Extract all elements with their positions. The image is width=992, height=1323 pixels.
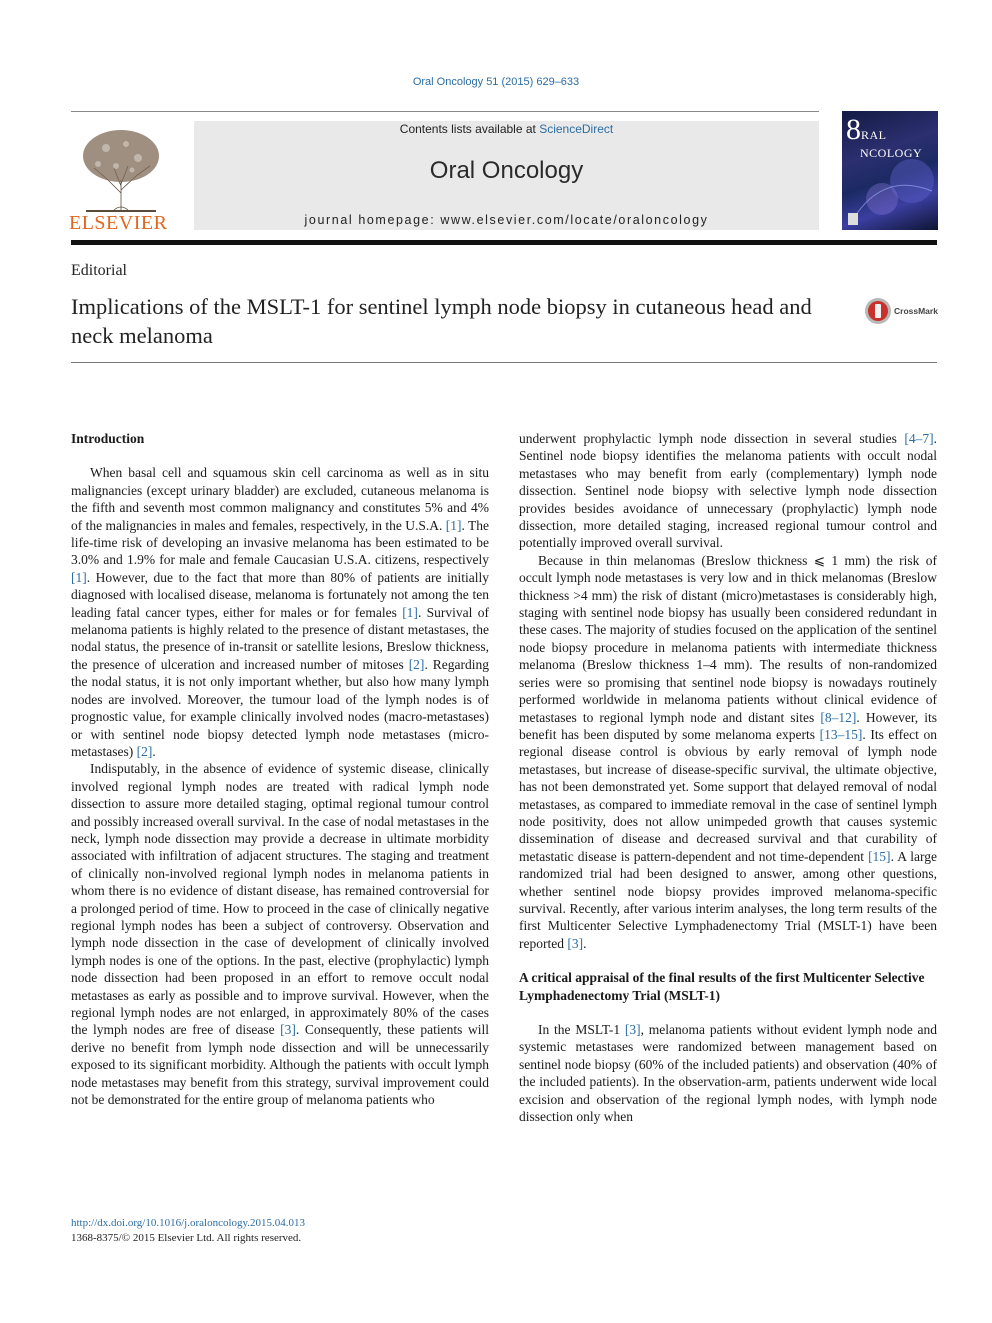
introduction-heading: Introduction — [71, 431, 145, 446]
reference-link[interactable]: [1] — [402, 604, 418, 620]
intro-paragraph-1 — [71, 464, 489, 760]
text-run: . Regarding the nodal status, it is not only important whether, but also how many lymph nodes are involved. Moreover, the tumour load of the lymph nodes is of prognostic value, for example clinically involved nodes (macro-metastases) or with sentinel node biopsy detected lymph node metastases (micro-metastases) — [71, 656, 489, 759]
text-run: . However, due to the fact that more than 80% of patients are initially diagnosed with localised disease, melanoma is fortunately not among the ten leading fatal cancer types, either for males or for females — [71, 569, 489, 620]
journal-homepage[interactable]: journal homepage: www.elsevier.com/locate/oraloncology — [304, 213, 709, 227]
mslt1-appraisal-heading: A critical appraisal of the final results of the first Multicenter Selective Lymphadenectomy Trial (MSLT-1) — [519, 970, 925, 1003]
crossmark-label[interactable]: CrossMark — [894, 306, 938, 316]
reference-link[interactable]: [3] — [624, 1022, 641, 1037]
text-run: underwent prophylactic lymph node dissection in several studies — [519, 431, 905, 446]
text-run: , melanoma patients without evident lymph node and systemic metastases were randomized between management based on sentinel node biopsy (60% of the included patients) and observation (40% of the included patients). In the observation-arm, patients underwent wide local excision and observation of the regional lymph nodes, with lymph node dissection only when — [519, 1022, 937, 1125]
reference-link[interactable]: [2] — [408, 656, 425, 672]
cover-title-numeral: 8 — [846, 113, 861, 146]
reference-link[interactable]: [13–15] — [819, 726, 863, 742]
reference-link[interactable]: [4–7] — [904, 431, 934, 446]
journal-cover-thumbnail — [842, 111, 938, 230]
text-run: . Consequently, these patients will derive no benefit from lymph node dissection and will be unnecessarily exposed to its significant morbidity. Although the patients with occult lymph node metastases may benefit from this strategy, survival improvement could not be demonstrated for the entire group of melanoma patients who — [71, 1022, 489, 1108]
text-run: . A large randomized trial had been designed to answer, among other questions, whether sentinel node biopsy provides improved melanoma-specific survival. Recently, after various interim analyses, the long term results of the first Multicenter Selective Lymphadenectomy Trial (MSLT-1) have been reported — [519, 848, 937, 951]
reference-link[interactable]: [8–12] — [820, 709, 857, 725]
text-run: . Its effect on regional disease control is obvious by early removal of lymph node metastases, but increase of disease-specific survival, the ultimate objective, has not been demonstrated yet. Some support that delayed removal of nodal metastases, as compared to immediate removal in the case of sentinel lymph node positivity, does not allow unimpeded growth that causes systemic dissemination of disease and decreased survival and that curability of metastatic disease is pattern-dependent and not time-dependent — [519, 726, 937, 864]
article-footer — [71, 1216, 305, 1246]
doi-link[interactable]: http://dx.doi.org/10.1016/j.oraloncology.2015.04.013 — [71, 1217, 306, 1229]
cover-title-line2: NCOLOGY — [860, 146, 923, 160]
journal-name: Oral Oncology — [429, 157, 584, 184]
cover-title — [846, 115, 922, 161]
text-run: . However, its benefit has been disputed by some melanoma experts — [519, 709, 937, 742]
mslt1-paragraph-1 — [519, 1021, 937, 1125]
reference-link[interactable]: [15] — [868, 848, 891, 864]
elsevier-wordmark: ELSEVIER — [69, 212, 168, 234]
text-run: . — [152, 743, 156, 759]
reference-link[interactable]: [1] — [71, 569, 87, 585]
text-run: . The life-time risk of developing an invasive melanoma has been estimated to be 3.0% and 1.9% for male and female Caucasian U.S.A. citizens, respectively — [71, 517, 490, 568]
text-run: . Survival of melanoma patients is highly related to the presence of distant metastases, the nodal status, the presence of in-transit or satellite lesions, Breslow thickness, the presence of ulceration and increased number of mitoses — [71, 604, 489, 672]
reference-link[interactable]: [3] — [280, 1022, 296, 1038]
text-run: When basal cell and squamous skin cell carcinoma as well as in situ malignancies (except urinary bladder) are excluded, cutaneous melanoma is the fifth and seventh most common malignancy and constitutes 5% and 4% of the malignancies in males and females, respectively, in the U.S.A. — [71, 465, 489, 533]
header-thick-rule — [71, 240, 937, 245]
text-run: . — [583, 935, 587, 951]
text-run: . Sentinel node biopsy identifies the melanoma patients with occult nodal metastases who may benefit from early (complementary) lymph node dissection. Sentinel node biopsy with selective lymph node dissection provides besides avoidance of unnecessary (prophylactic) lymph node dissection, more detailed staging, increased regional tumour control and potentially improved overall survival. — [519, 431, 937, 551]
intro-paragraph-2 — [71, 760, 489, 1108]
reference-link[interactable]: [2] — [136, 743, 153, 759]
sciencedirect-link[interactable]: ScienceDirect — [539, 122, 614, 136]
journal-citation[interactable]: Oral Oncology 51 (2015) 629–633 — [412, 76, 580, 88]
text-run: Because in thin melanomas (Breslow thickness ⩽ 1 mm) the risk of occult lymph node metastases is very low and in thick melanomas (Breslow thickness >4 mm) the risk of distant (micro)metastases is considerably high, staging with sentinel node biopsy has usually been considered redundant in these cases. The majority of studies focused on the application of the sentinel node biopsy procedure in melanoma patients with intermediate thickness melanoma (Breslow thickness 1–4 mm). The results of non-randomized series were so promising that sentinel node biopsy is nowadays routinely performed worldwide in melanoma patients without clinical evidence of metastases to regional lymph node and distant sites — [519, 552, 937, 725]
text-run: Indisputably, in the absence of evidence of systemic disease, clinically involved regional lymph nodes are treated with radical lymph node dissection to assure more detailed staging, optimal regional tumour control and possibly increased overall survival. In the case of nodal metastases in the neck, lymph node dissection may provide a decrease in ultimate morbidity associated with infiltration of adjacent structures. The staging and treatment of clinically non-involved regional lymph nodes in melanoma patients in whom there is no evidence of distant disease, has remained controversial for a prolonged period of time. How to proceed in the case of clinically negative regional lymph nodes has been a subject of controversy. Observation and lymph node dissection in the case of development of clinically involved lymph nodes is one of the options. In the past, elective (prophylactic) lymph node dissection had been proposed in an effort to remove occult nodal metastases as early as possible and to improve survival. However, when the regional lymph nodes are not enlarged, in approximately 80% of the cases the lymph nodes are free of disease — [71, 761, 489, 1038]
cover-title-line1: RAL — [861, 128, 887, 142]
article-title: Implications of the MSLT-1 for sentinel lymph node biopsy in cutaneous head and neck melanoma — [71, 294, 812, 348]
contents-prefix: Contents lists available at — [399, 122, 540, 136]
intro-paragraph-2-continued — [519, 430, 937, 552]
intro-paragraph-3 — [519, 552, 937, 952]
left-column — [71, 430, 489, 1108]
text-run: In the MSLT-1 — [538, 1022, 625, 1037]
right-column — [519, 430, 937, 1125]
contents-line — [194, 121, 819, 136]
copyright-notice: 1368-8375/© 2015 Elsevier Ltd. All rights reserved. — [71, 1232, 302, 1244]
title-rule — [71, 362, 937, 363]
header-rule — [71, 111, 819, 112]
reference-link[interactable]: [1] — [445, 517, 462, 533]
article-section: Editorial — [71, 262, 127, 279]
journal-banner — [194, 121, 819, 230]
reference-link[interactable]: [3] — [567, 935, 584, 951]
